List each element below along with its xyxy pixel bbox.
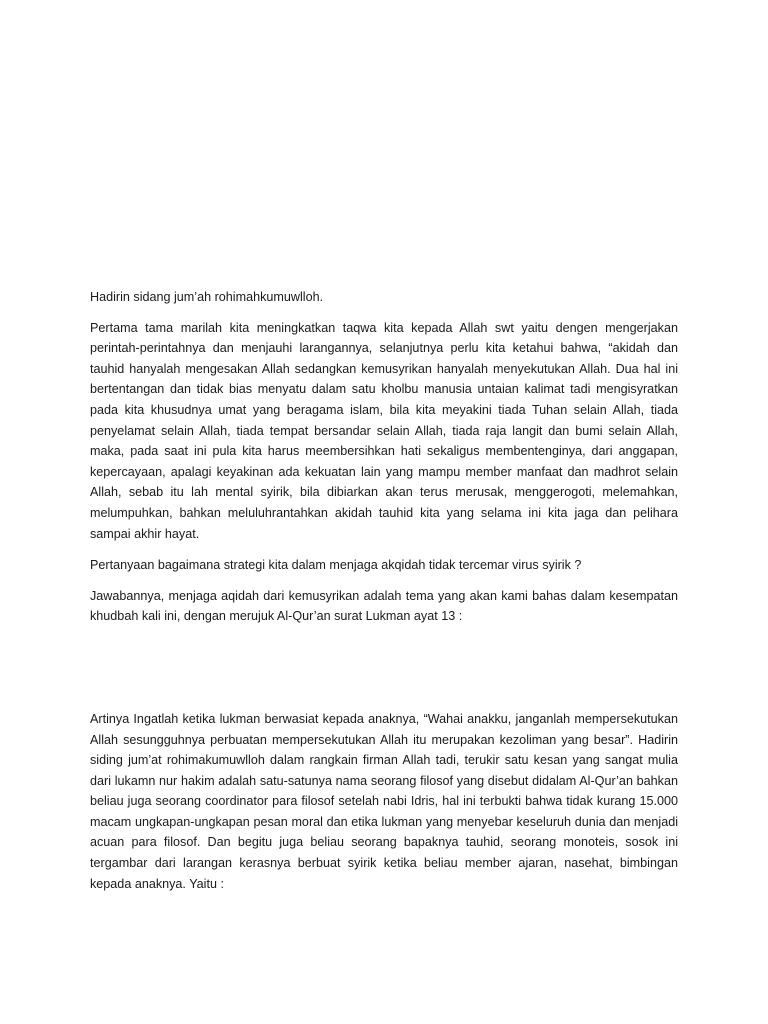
paragraph-translation: Artinya Ingatlah ketika lukman berwasiat kepada anaknya, “Wahai anakku, janganlah mempersekutukan Allah sesungguhnya perbuatan mempersekutukan Allah itu merupakan kezoliman yang besar”. Hadirin siding jum’at rohimakumuwlloh dalam rangkain firman Allah tadi, terukir satu kesan yang sangat mulia dari lukamn nur hakim adalah satu-satunya nama seorang filosof yang disebut didalam Al-Qur’an bahkan beliau juga seorang coordinator para filosof setelah nabi Idris, hal ini terbukti bahwa tidak kurang 15.000 macam ungkapan-ungkapan pesan moral dan etika lukman yang menyebar keseluruh dunia dan menjadi acuan para filosof. Dan begitu juga beliau seorang bapaknya tauhid, seorang monoteis, sosok ini tergambar dari larangan kerasnya berbuat syirik ketika beliau member ajaran, nasehat, bimbingan kepada anaknya. Yaitu : xyxy=(90,711,678,891)
greeting-line: Hadirin sidang jum’ah rohimahkumuwlloh. xyxy=(90,290,324,304)
paragraph-question: Pertanyaan bagaimana strategi kita dalam menjaga akqidah tidak tercemar virus syirik ? xyxy=(90,558,582,573)
paragraph-opening: Pertama tama marilah kita meningkatkan taqwa kita kepada Allah swt yaitu dengen mengerjakan perintah-perintahnya dan menjauhi larangannya, selanjutnya perlu kita ketahui bahwa, “akidah dan tauhid hanyalah mengesakan Allah sedangkan kemusyrikan hanyalah menyekutukan Allah. Dua hal ini bertentangan dan tidak bias menyatu dalam satu kholbu manusia untaian kalimat tadi mengisyratkan pada kita khusudnya umat yang beragama islam, bila kita meyakini tiada Tuhan selain Allah, tiada penyelamat selain Allah, tiada tempat bersandar selain Allah, tiada raja langit dan bumi selain Allah, maka, pada saat ini pula kita harus meembersihkan hati sekaligus membentenginya, dari anggapan, kepercayaan, apalagi keyakinan ada kekuatan lain yang mampu member manfaat dan madhrot selain Allah, sebab itu lah mental syirik, bila dibiarkan akan terus merusak, menggerogoti, melemahkan, melumpuhkan, bahkan meluluhrantahkan akidah tauhid kita yang selama ini kita jaga dan pelihara sampai akhir hayat. xyxy=(90,320,678,541)
document-page xyxy=(90,287,678,894)
paragraph-answer: Jawabannya, menjaga aqidah dari kemusyrikan adalah tema yang akan kami bahas dalam kesempatan khudbah kali ini, dengan merujuk Al-Qur’an surat Lukman ayat 13 : xyxy=(90,588,678,624)
blank-space xyxy=(90,627,678,709)
